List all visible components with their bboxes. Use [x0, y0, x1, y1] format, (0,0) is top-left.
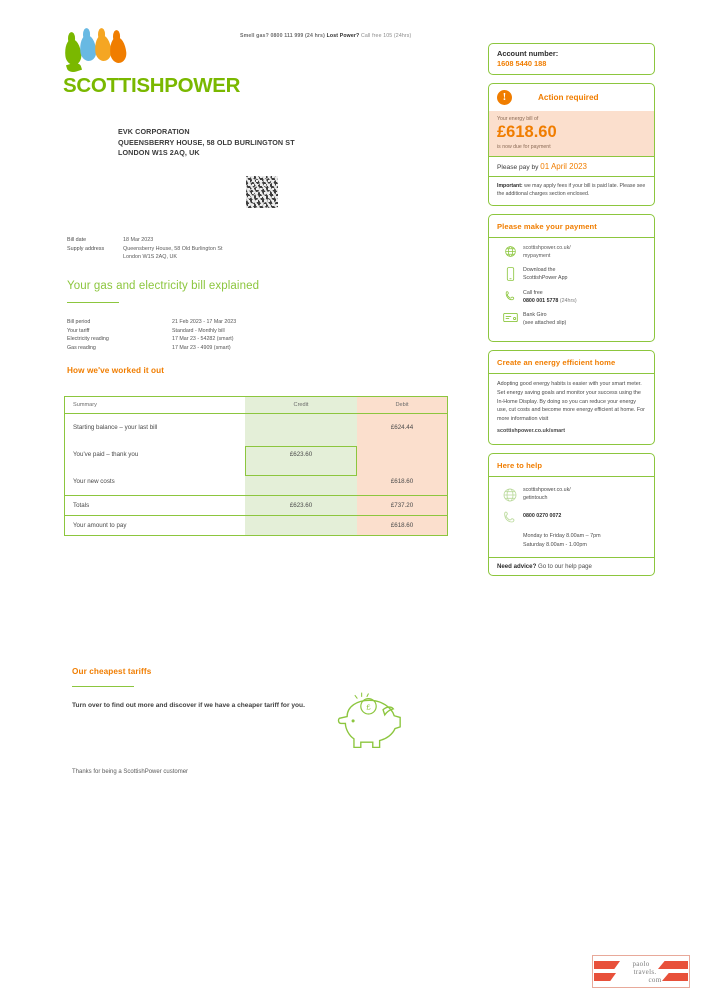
pay-by-date: 01 April 2023 [540, 162, 587, 171]
bill-period-table [67, 318, 236, 352]
row-debit-1 [357, 441, 447, 468]
row-desc-4: Your amount to pay [73, 522, 127, 529]
cheapest-tariffs-heading: Our cheapest tariffs [72, 667, 152, 676]
payment-bankgiro-line1: Bank Giro [523, 312, 547, 319]
tariffs-copy: Turn over to find out more and discover if we have a cheaper tariff for you. [72, 702, 305, 709]
period-value-1: Standard - Monthly bill [172, 327, 225, 334]
payment-phone-note: (24hrs) [559, 297, 577, 304]
logo-droplets-icon [65, 33, 155, 73]
supply-address-line1: Queensberry House, 58 Old Burlington St [123, 245, 223, 252]
period-label-0: Bill period [67, 319, 91, 325]
customer-address [118, 127, 295, 159]
row-desc-3: Totals [73, 502, 90, 509]
payment-web-line2: mypayment [523, 253, 551, 260]
phone-icon [497, 509, 523, 526]
help-web-line2: getintouch [523, 495, 548, 502]
supply-address-label: Supply address [67, 245, 105, 252]
need-advice-row[interactable] [489, 557, 654, 575]
need-advice-text: Go to our help page [536, 563, 592, 571]
account-number-card [488, 43, 655, 75]
energy-efficient-title: Create an energy efficient home [497, 358, 616, 368]
help-phone-number: 0800 0270 0072 [523, 513, 562, 519]
page-title: Your gas and electricity bill explained [67, 280, 260, 292]
emergency-contact-line [240, 33, 490, 39]
payment-method-bankgiro[interactable] [497, 311, 646, 327]
period-value-0: 21 Feb 2023 - 17 Mar 2023 [172, 319, 237, 325]
customer-name: EVK CORPORATION [118, 127, 190, 136]
period-value-3: 17 Mar 23 - 4909 (smart) [172, 344, 231, 351]
amount-due-value: £618.60 [497, 123, 557, 141]
table-row [65, 441, 447, 468]
table-row [65, 515, 447, 535]
lost-power-label: Lost Power? [326, 33, 360, 39]
payment-bankgiro-line2: (see attached slip) [523, 320, 567, 327]
amount-due-block [489, 111, 654, 156]
mobile-icon [497, 266, 523, 281]
amount-intro: Your energy bill of [497, 116, 539, 122]
row-credit-1: £623.60 [245, 441, 357, 468]
energy-efficient-body: Adopting good energy habits is easier with your smart meter. Set energy saving goals and monitor your success using the In-Home Display. By doing so you can reduce your energy use, cut costs and become more energy efficient at home. For more information visit [497, 381, 645, 422]
pay-by-row [489, 156, 654, 176]
watermark-line2: travels. [633, 967, 657, 976]
table-row [65, 495, 447, 515]
period-value-2: 17 Mar 23 - 54282 (smart) [172, 336, 234, 342]
important-text: we may apply fees if your bill is paid late. Please see the additional charges section enclosed. [497, 183, 646, 198]
watermark-logo [592, 955, 690, 988]
important-note [489, 176, 654, 205]
payment-app-line1: Download the [523, 267, 556, 274]
svg-text:£: £ [366, 702, 371, 712]
row-debit-4: £618.60 [357, 516, 447, 535]
globe-icon [497, 486, 523, 503]
help-phone-row[interactable] [497, 509, 646, 526]
period-label-1: Your tariff [67, 327, 90, 334]
table-row [65, 468, 447, 495]
help-hours-saturday: Saturday 8.00am - 1.00pm [523, 541, 587, 548]
lost-power-text: Call free 105 (24hrs) [360, 33, 412, 39]
row-desc-1: You've paid – thank you [73, 451, 139, 458]
supply-address-line2: London W1S 2AQ, UK [123, 254, 177, 261]
help-web-line1: scottishpower.co.uk/ [523, 487, 571, 493]
tariffs-underline [72, 686, 134, 687]
payment-method-web[interactable] [497, 244, 646, 260]
amount-due-text: is now due for payment [497, 144, 551, 150]
exclamation-icon: ! [497, 90, 512, 105]
important-label: Important: [497, 183, 523, 189]
row-debit-2: £618.60 [357, 468, 447, 495]
column-header-debit: Debit [357, 397, 447, 413]
globe-icon [497, 244, 523, 258]
payment-method-app[interactable] [497, 266, 646, 282]
scottishpower-logo [63, 33, 243, 98]
phone-icon [497, 289, 523, 303]
row-desc-0: Starting balance – your last bill [73, 424, 158, 431]
payment-app-line2: ScottishPower App [523, 275, 568, 282]
smell-gas-text: Smell gas? 0800 111 999 (24 hrs) [240, 33, 325, 39]
row-desc-2: Your new costs [73, 478, 115, 485]
payment-method-phone[interactable] [497, 289, 646, 305]
help-web-row[interactable] [497, 486, 646, 503]
sidebar [488, 43, 655, 584]
row-debit-3: £737.20 [357, 496, 447, 515]
action-required-title: Action required [538, 93, 599, 102]
help-hours-weekday: Monday to Friday 8.00am – 7pm [523, 533, 601, 539]
thanks-note: Thanks for being a ScottishPower customer [72, 769, 189, 775]
pay-by-label: Please pay by [497, 164, 539, 171]
here-to-help-card [488, 453, 655, 576]
action-required-card [488, 83, 655, 206]
row-credit-0 [245, 414, 357, 441]
column-header-summary: Summary [65, 397, 245, 413]
payment-methods-card [488, 214, 655, 343]
action-required-header [489, 84, 654, 111]
column-header-credit: Credit [245, 397, 357, 413]
datamatrix-code-icon [246, 176, 278, 208]
need-advice-label: Need advice? [497, 563, 537, 571]
bill-date-label: Bill date [67, 237, 87, 243]
energy-efficient-link[interactable]: scottishpower.co.uk/smart [497, 428, 566, 435]
customer-street: QUEENSBERRY HOUSE, 58 OLD BURLINGTON ST [118, 137, 295, 147]
row-credit-4 [245, 516, 357, 535]
summary-table [64, 396, 448, 536]
payment-card-title: Please make your payment [497, 221, 597, 231]
table-header-row [65, 397, 447, 414]
payment-phone-line1: Call free [523, 289, 543, 296]
bankgiro-icon [497, 311, 523, 323]
worked-out-heading: How we've worked it out [67, 366, 165, 375]
watermark-line3: com [648, 975, 662, 984]
period-label-2: Electricity reading [67, 336, 109, 342]
piggy-bank-icon [330, 685, 407, 755]
payment-phone-number: 0800 001 5778 [523, 297, 559, 304]
row-credit-3: £623.60 [245, 496, 357, 515]
watermark-line1: paolo [632, 959, 650, 968]
here-to-help-title: Here to help [497, 461, 543, 470]
help-hours [523, 532, 646, 549]
table-row [65, 414, 447, 441]
brand-name: SCOTTISHPOWER [63, 74, 241, 97]
title-underline [67, 302, 119, 303]
energy-efficient-card [488, 350, 655, 445]
period-label-3: Gas reading [67, 344, 96, 351]
account-number-value: 1608 5440 188 [497, 59, 547, 68]
row-credit-2 [245, 468, 357, 495]
bill-meta [67, 236, 222, 262]
payment-web-line1: scottishpower.co.uk/ [523, 244, 571, 251]
customer-city: LONDON W1S 2AQ, UK [118, 148, 200, 157]
row-debit-0: £624.44 [357, 414, 447, 441]
account-number-label: Account number: [497, 49, 559, 58]
bill-date-value: 18 Mar 2023 [123, 237, 154, 243]
